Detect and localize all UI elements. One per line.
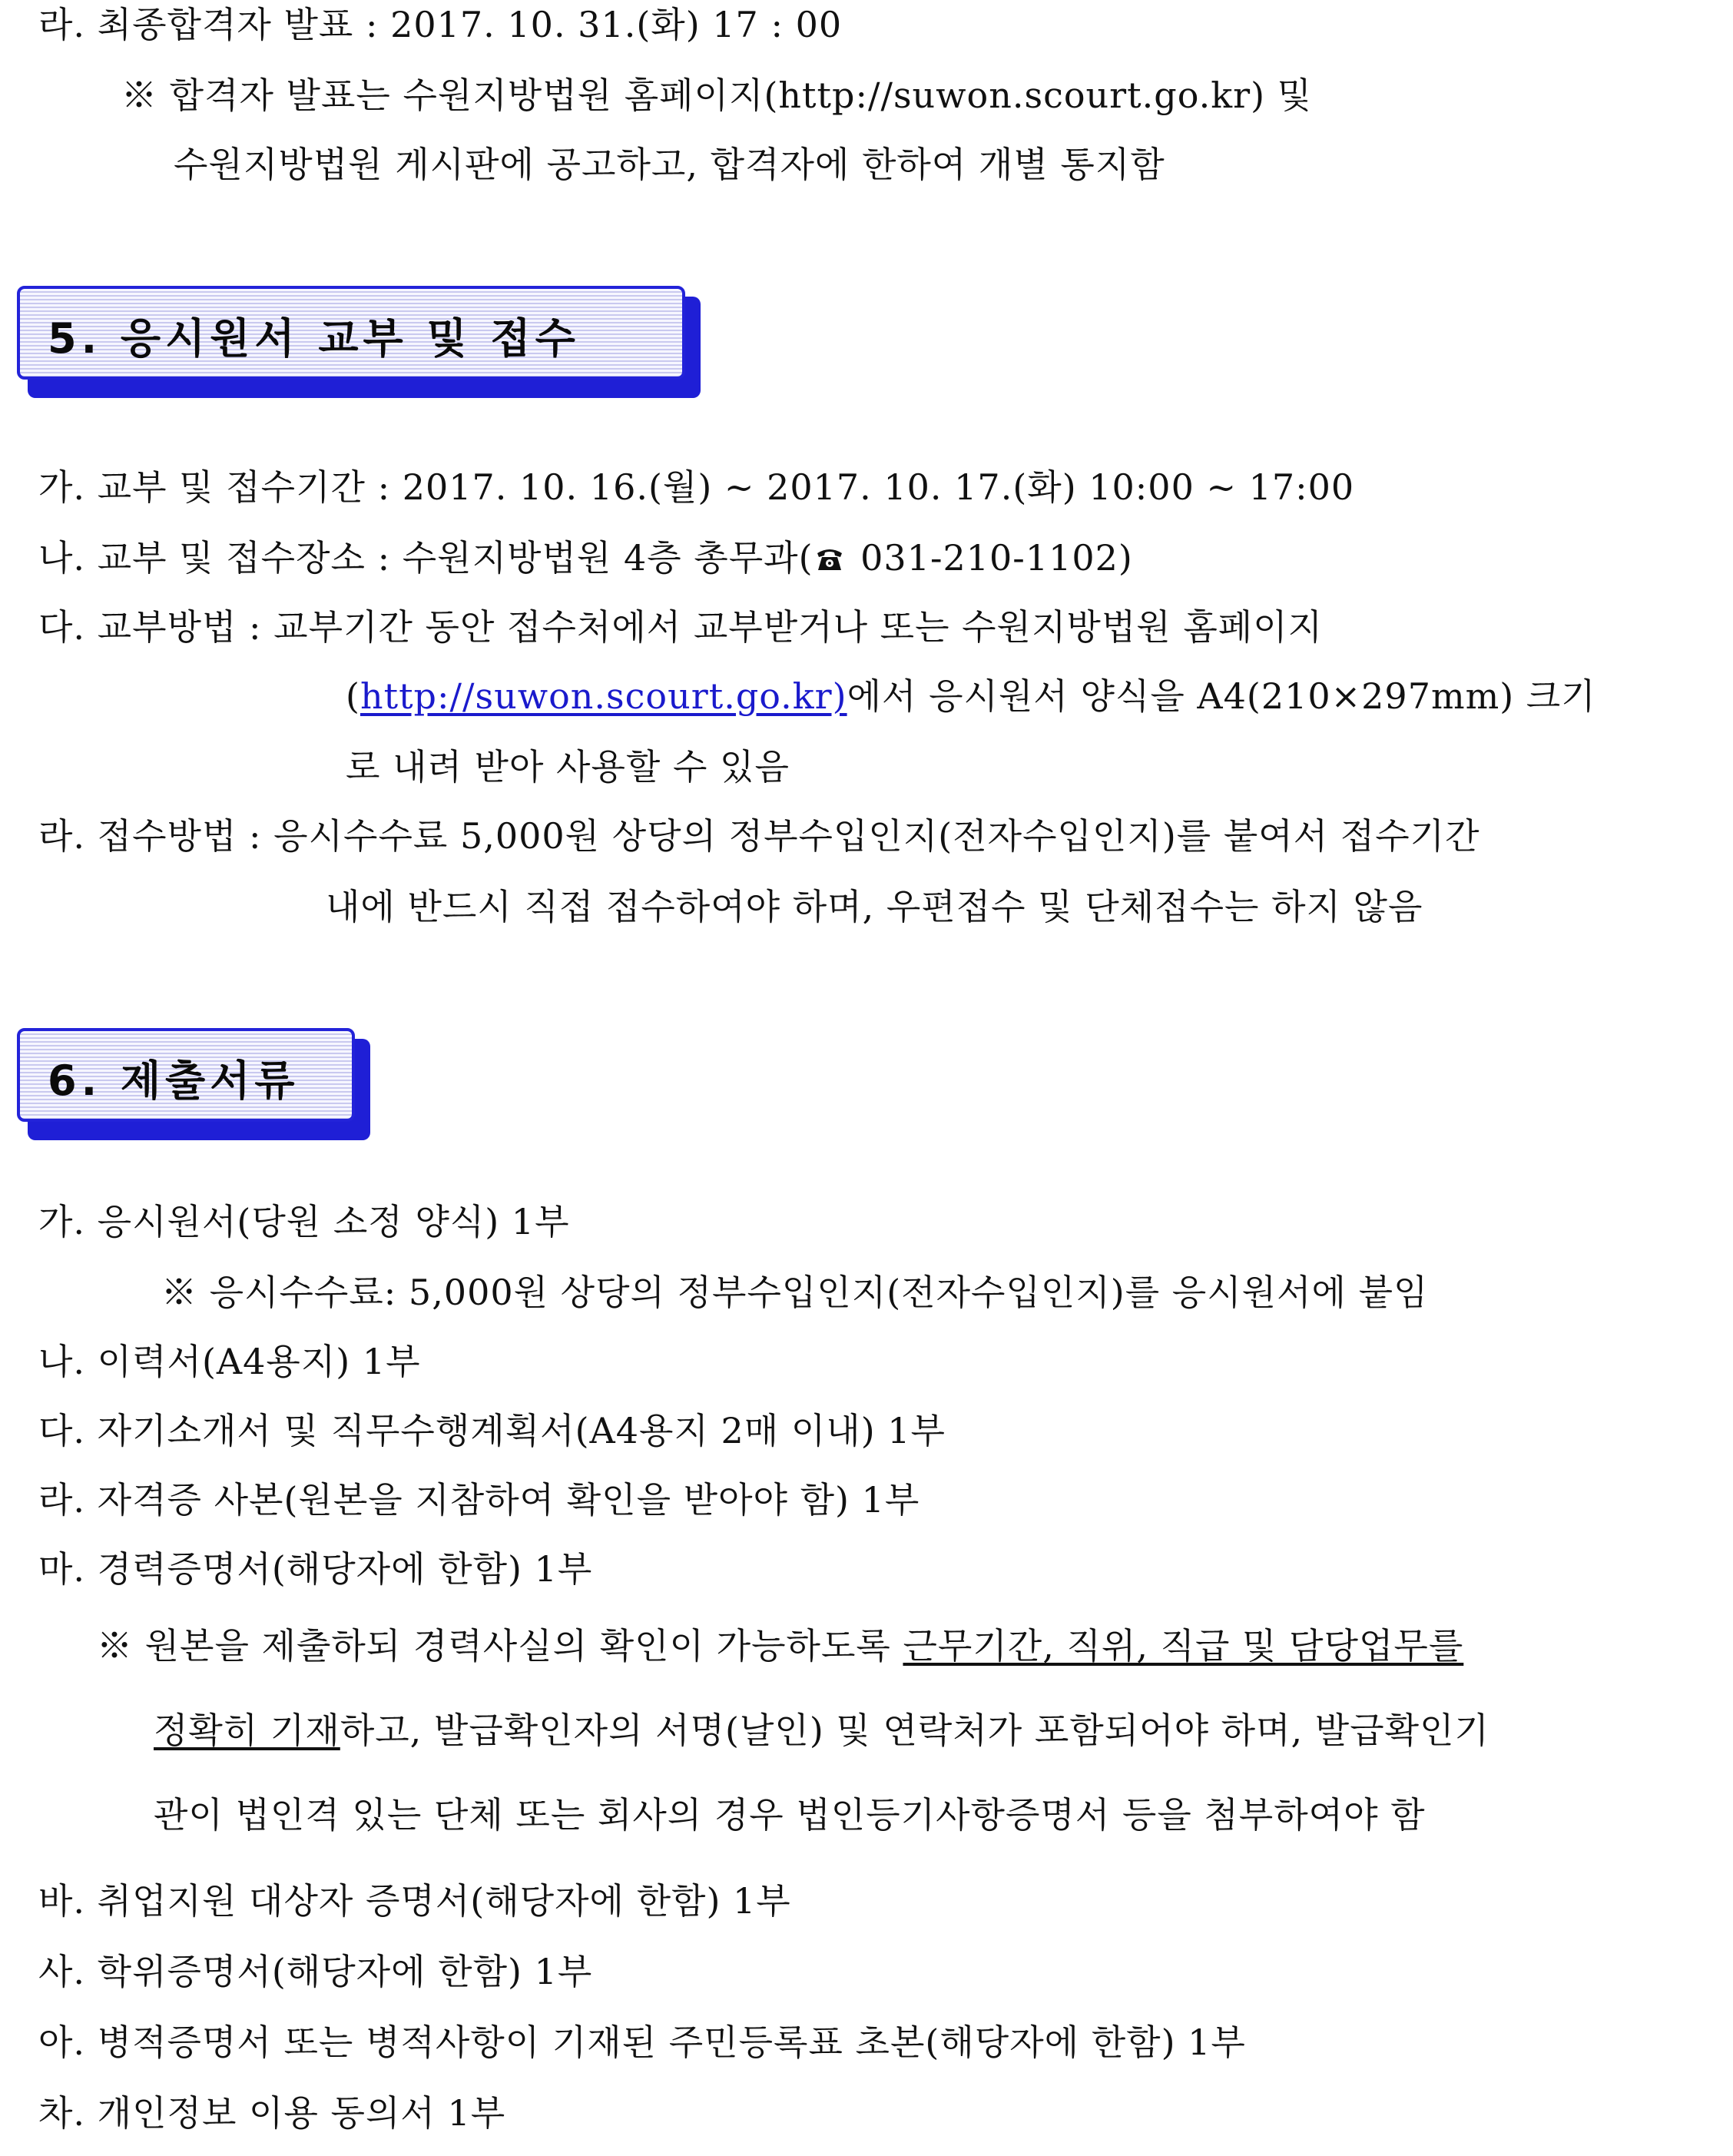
section-6-title: 6. 제출서류 [48, 1056, 300, 1105]
section5-item-da-line-1: 다. 교부방법 : 교부기간 동안 접수처에서 교부받거나 또는 수원지방법원 홈페이지 [38, 606, 1324, 648]
section6-item-ga-note: ※ 응시수수료: 5,000원 상당의 정부수입인지(전자수입인지)를 응시원서에 붙임 [161, 1272, 1429, 1313]
section5-item-da-paren: ( [346, 675, 360, 717]
section5-item-na-pre: 나. 교부 및 접수장소 : 수원지방법원 4층 총무과( [38, 537, 813, 579]
announcement-date-line: 라. 최종합격자 발표 : 2017. 10. 31.(화) 17 : 00 [38, 4, 843, 45]
section5-item-da-line-3: 로 내려 받아 사용할 수 있음 [346, 746, 790, 788]
section6-item-ma: 마. 경력증명서(해당자에 한함) 1부 [38, 1548, 593, 1590]
section6-item-ba: 바. 취업지원 대상자 증명서(해당자에 한함) 1부 [38, 1880, 791, 1922]
section5-item-na [38, 535, 1133, 581]
ma-note-text-2: 하고, 발급확인자의 서명(날인) 및 연락처가 포함되어야 하며, 발급확인기 [340, 1710, 1489, 1751]
section6-item-ma-note-line-3: 관이 법인격 있는 단체 또는 회사의 경우 법인등기사항증명서 등을 첨부하여야 함 [154, 1794, 1426, 1836]
ma-note-underlined: 근무기간, 직위, 직급 및 담당업무를 [903, 1625, 1464, 1667]
section5-item-na-post: 031-210-1102) [848, 537, 1133, 579]
section5-item-ra-line-1: 라. 접수방법 : 응시수수료 5,000원 상당의 정부수입인지(전자수입인지)를 붙여서 접수기간 [38, 815, 1480, 857]
court-homepage-link[interactable]: http://suwon.scourt.go.kr) [360, 675, 847, 717]
ma-note-text: ※ 원본을 제출하되 경력사실의 확인이 가능하도록 [97, 1625, 903, 1667]
announcement-note-line-2: 수원지방법원 게시판에 공고하고, 합격자에 한하여 개별 통지함 [174, 144, 1165, 185]
section-6-header [17, 1028, 370, 1140]
section-5-header [17, 286, 701, 398]
telephone-icon [815, 546, 844, 573]
section6-item-ma-note-line-1 [97, 1623, 1463, 1669]
section6-item-a: 아. 병적증명서 또는 병적사항이 기재된 주민등록표 초본(해당자에 한함) 1부 [38, 2022, 1246, 2063]
section6-item-sa: 사. 학위증명서(해당자에 한함) 1부 [38, 1951, 593, 1992]
ma-note-underlined-2: 정확히 기재 [154, 1710, 340, 1751]
announcement-note-line-1: ※ 합격자 발표는 수원지방법원 홈페이지(http://suwon.scourt.go.kr) 및 [121, 75, 1313, 116]
section5-item-ga: 가. 교부 및 접수기간 : 2017. 10. 16.(월) ~ 2017. 10. 17.(화) 10:00 ~ 17:00 [38, 466, 1355, 508]
section-5-title: 5. 응시원서 교부 및 접수 [48, 314, 580, 363]
section6-item-ra: 라. 자격증 사본(원본을 지참하여 확인을 받아야 함) 1부 [38, 1479, 920, 1521]
section5-item-da-line-2 [346, 673, 1596, 719]
section5-item-da-rest: 에서 응시원서 양식을 A4(210×297mm) 크기 [847, 675, 1596, 717]
section6-item-na: 나. 이력서(A4용지) 1부 [38, 1341, 421, 1382]
section6-item-da: 다. 자기소개서 및 직무수행계획서(A4용지 2매 이내) 1부 [38, 1410, 946, 1451]
section6-item-ma-note-line-2 [154, 1707, 1489, 1753]
section6-item-ga: 가. 응시원서(당원 소정 양식) 1부 [38, 1201, 570, 1242]
section6-item-cha: 차. 개인정보 이용 동의서 1부 [38, 2092, 506, 2134]
section5-item-ra-line-2: 내에 반드시 직접 접수하여야 하며, 우편접수 및 단체접수는 하지 않음 [326, 886, 1423, 927]
